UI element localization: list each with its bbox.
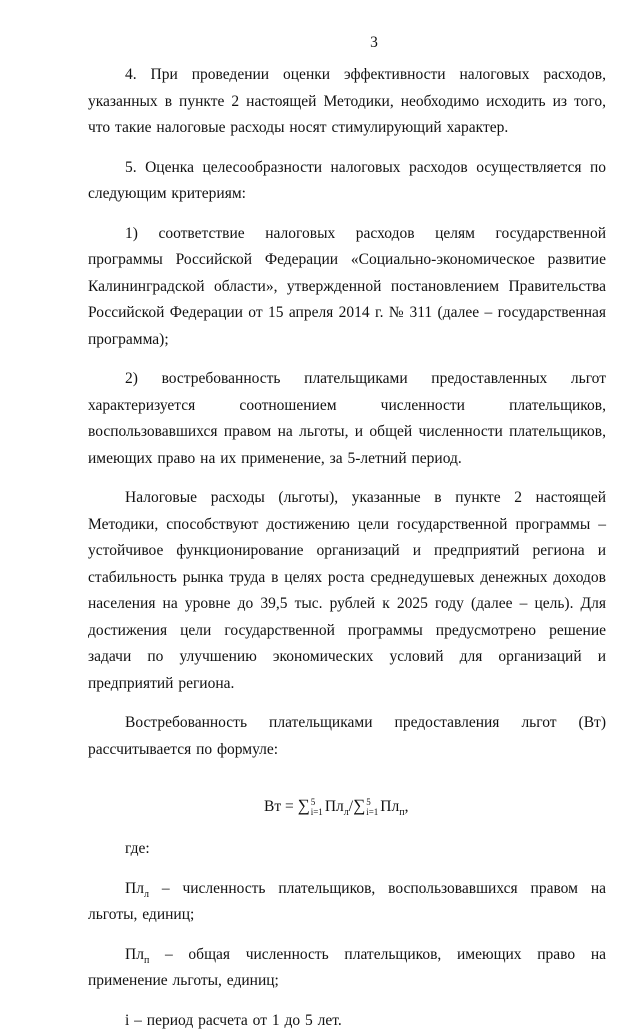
term-2-sub: п <box>399 807 405 819</box>
paragraph-5: 5. Оценка целесообразности налоговых расходов осуществляется по следующим критериям: <box>88 158 606 202</box>
formula-end: , <box>404 798 409 815</box>
sum-limits-1 <box>311 797 323 817</box>
term-1-sub: л <box>343 807 349 819</box>
sum-upper-2: 5 <box>366 797 371 808</box>
term-2: Пл <box>380 798 400 815</box>
paragraph-formula-intro: Востребованность плательщиками предоставления льгот (Вт) рассчитывается по формуле: <box>88 714 606 758</box>
definition-1-text: – численность плательщиков, воспользовавшихся правом на льготы, единиц; <box>88 879 606 924</box>
sum-symbol-1: ∑ <box>297 796 310 815</box>
sum-lower-1: i=1 <box>310 807 323 818</box>
formula <box>88 791 606 828</box>
definition-2-text: – общая численность плательщиков, имеющих право на применение льготы, единиц; <box>88 945 606 990</box>
term-1: Пл <box>324 798 344 815</box>
sum-symbol-2: ∑ <box>353 796 366 815</box>
where-label: где: <box>125 840 150 858</box>
paragraph-4: 4. При проведении оценки эффективности налоговых расходов, указанных в пункте 2 настоящей Методики, необходимо исходить из того, что такие налоговые расходы носят стимулирующий характер. <box>88 66 606 136</box>
paragraph-goal: Налоговые расходы (льготы), указанные в пункте 2 настоящей Методики, способствуют достижению цели государственной программы – устойчивое функционирование организаций и предприятий региона и стабильность рынка труда в целях роста среднедушевых денежных доходов населения на уровне до 39,5 тыс. рублей к 2025 году (далее – цель). Для достижения цели государственной программы предусмотрено решение задачи по улучшению экономических условий для организаций и предприятий региона. <box>88 489 606 692</box>
definition-2 <box>88 942 606 995</box>
sum-lower-2: i=1 <box>366 807 379 818</box>
sum-upper-1: 5 <box>310 797 316 808</box>
page-number: 3 <box>370 34 378 51</box>
definition-1 <box>88 876 606 929</box>
formula-lhs: Вт = <box>264 798 298 815</box>
criterion-1: 1) соответствие налоговых расходов целям государственной программы Российской Федерации «Социально-экономическое развитие Калининградской области», утвержденной постановлением Правительства Российской Федерации от 15 апреля 2014 г. № 311 (далее – государственная программа); <box>88 224 606 348</box>
definition-1-symbol: Пл <box>125 879 144 897</box>
formula-slash: / <box>348 798 354 815</box>
definition-1-sub: л <box>143 888 149 900</box>
criterion-2: 2) востребованность плательщиками предоставленных льгот характеризуется соотношением численности плательщиков, воспользовавшихся правом на льготы, и общей численности плательщиков, имеющих право на их применение, за 5-летний период. <box>88 370 606 467</box>
definition-2-symbol: Пл <box>125 945 144 963</box>
sum-limits-2 <box>366 797 378 817</box>
definition-3: i – период расчета от 1 до 5 лет. <box>125 1011 342 1029</box>
definition-2-sub: п <box>143 954 150 966</box>
